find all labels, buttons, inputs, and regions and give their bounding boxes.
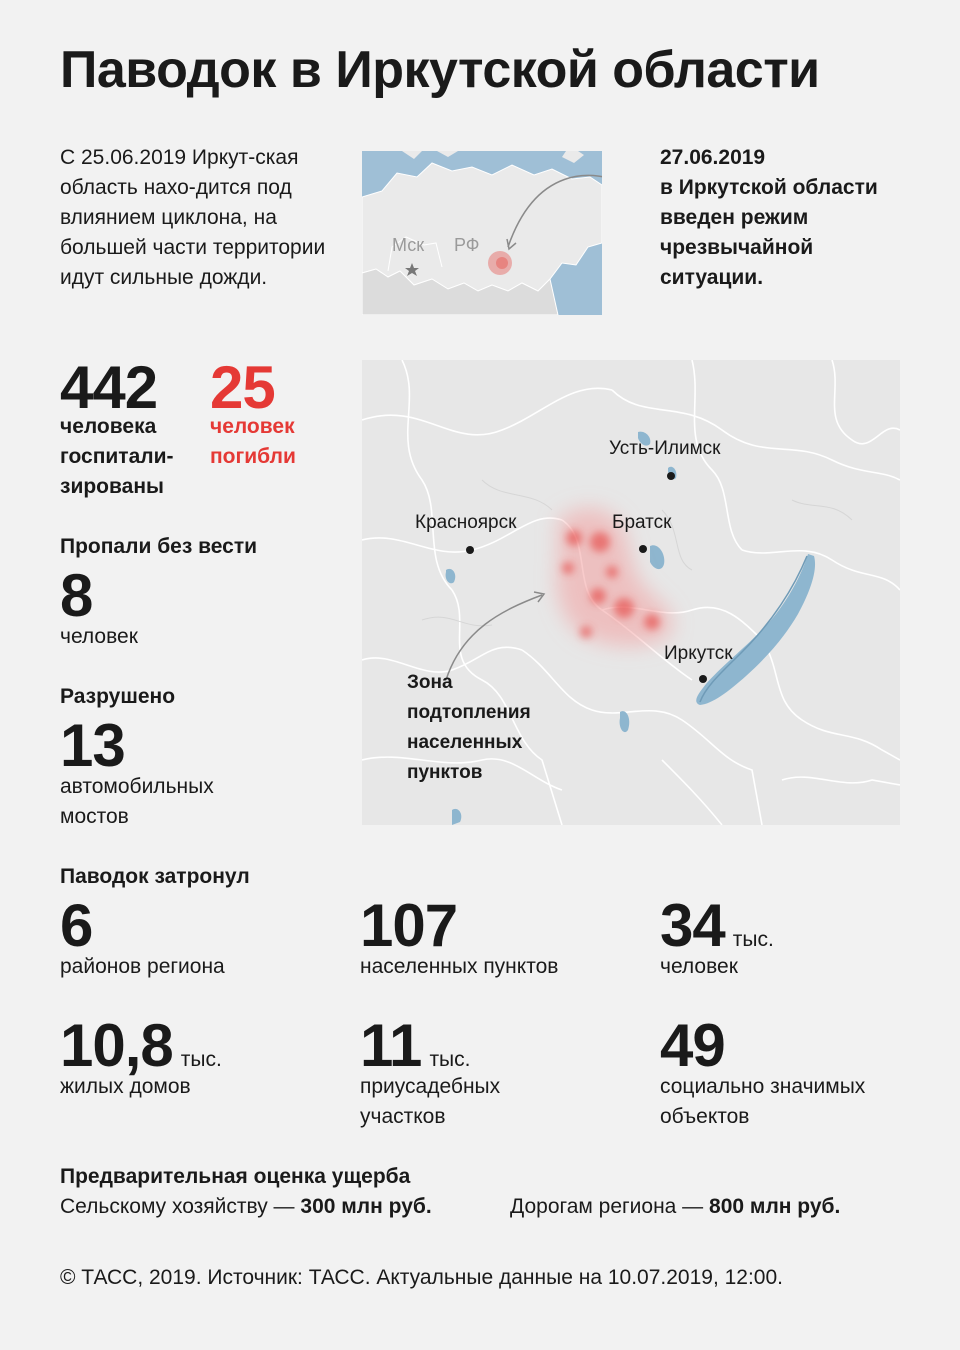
emergency-note (660, 143, 920, 293)
stat-label: человек (660, 955, 738, 978)
stat-social-objects (660, 1012, 920, 1132)
stat-unit: тыс. (429, 1048, 471, 1071)
inset-map-graphic (362, 151, 602, 315)
emergency-date: 27.06.2019 (660, 146, 766, 169)
stat-label: населенных пунктов (360, 955, 559, 978)
missing-value: 8 (60, 562, 93, 629)
missing-label: человек (60, 625, 138, 648)
damage-agriculture-label: Сельскому хозяйству — (60, 1195, 295, 1218)
stat-plots (360, 1012, 560, 1132)
page-title: Паводок в Иркутской области (60, 41, 820, 99)
dead-value: 25 (210, 354, 275, 421)
inset-label-moscow: Мск (392, 235, 425, 255)
footer-source: © ТАСС, 2019. Источник: ТАСС. Актуальные данные на 10.07.2019, 12:00. (60, 1266, 783, 1289)
flood-zone-label: Зона подтопления населенных пунктов (407, 672, 531, 783)
stat-districts (60, 892, 330, 982)
inset-label-russia: РФ (454, 235, 480, 255)
destroyed-label: автомобильных мостов (60, 775, 214, 828)
stat-unit: тыс. (732, 928, 774, 951)
city-label-irkutsk: Иркутск (664, 643, 733, 664)
city-label-krasnoyarsk: Красноярск (415, 512, 517, 533)
stat-people (660, 892, 930, 982)
stat-value: 49 (660, 1012, 725, 1079)
damage-agriculture-value: 300 млн руб. (300, 1195, 432, 1218)
missing-heading: Пропали без вести (60, 535, 258, 558)
stat-value: 34 (660, 892, 725, 959)
stat-value: 107 (360, 892, 458, 959)
inset-map-russia (362, 151, 602, 315)
damage-roads-label: Дорогам региона — (510, 1195, 704, 1218)
hospitalized-value: 442 (60, 354, 158, 421)
stat-unit: тыс. (180, 1048, 222, 1071)
stat-label: районов региона (60, 955, 225, 978)
city-label-bratsk: Братск (612, 512, 672, 533)
affected-heading: Паводок затронул (60, 865, 250, 888)
city-label-ust-ilimsk: Усть-Илимск (609, 438, 721, 459)
destroyed-heading: Разрушено (60, 685, 176, 708)
emergency-text: в Иркутской области введен режим чрезвычайной ситуации. (660, 176, 878, 289)
destroyed-value: 13 (60, 712, 125, 779)
stat-value: 11 (360, 1012, 422, 1079)
hospitalized-label: человека госпитали-зированы (60, 415, 174, 498)
stat-houses (60, 1012, 330, 1102)
stat-label: приусадебных участков (360, 1075, 501, 1128)
stat-label: жилых домов (60, 1075, 191, 1098)
stat-value: 10,8 (60, 1012, 173, 1079)
dead-label: человек погибли (210, 415, 296, 468)
stat-value: 6 (60, 892, 93, 959)
damage-roads-value: 800 млн руб. (709, 1195, 841, 1218)
intro-text: С 25.06.2019 Иркут-ская область нахо-дится под влиянием циклона, на большей части территории идут сильные дожди. (60, 146, 326, 289)
stat-label: социально значимых объектов (660, 1075, 866, 1128)
stat-settlements (360, 892, 640, 982)
flood-zone-map (362, 360, 900, 825)
damage-agriculture (60, 1192, 432, 1222)
damage-roads (510, 1192, 840, 1222)
damage-heading: Предварительная оценка ущерба (60, 1165, 411, 1188)
